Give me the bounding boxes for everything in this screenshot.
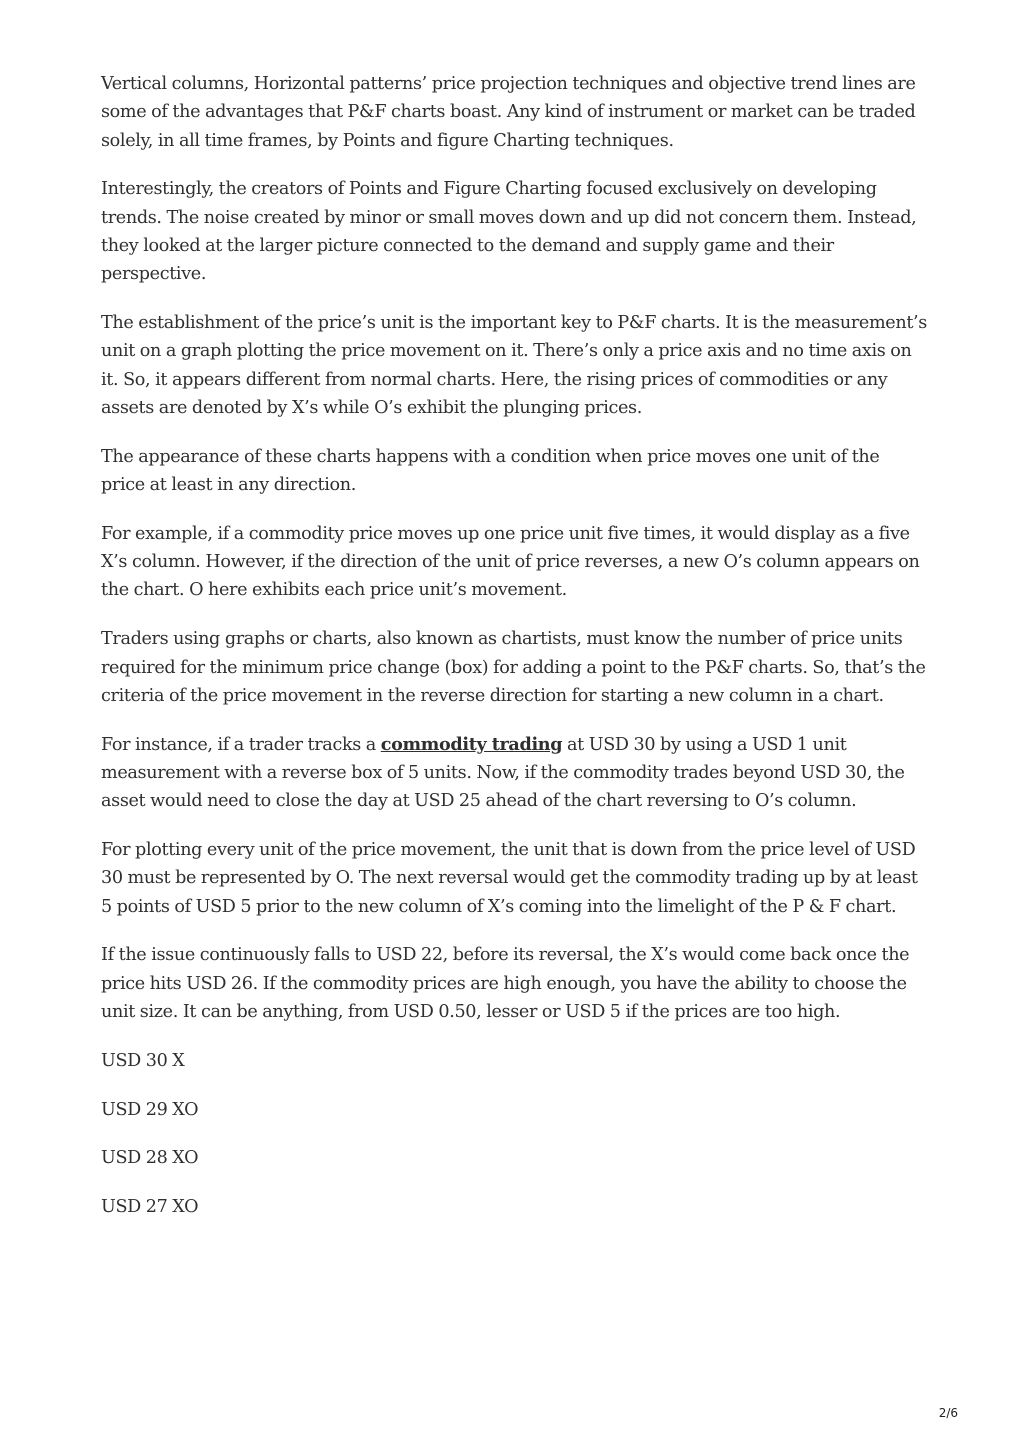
paragraph-plotting: For plotting every unit of the price movement, the unit that is down from the price level of USD 30 must be represented by O. The next reversal would get the commodity trading up by at least 5 points of USD 5 prior to the new column of X’s coming into the limelight of the P & F chart. <box>101 840 918 917</box>
paragraph-instance <box>101 731 927 816</box>
page-number: 2/6 <box>938 1406 958 1420</box>
paragraph-chartists: Traders using graphs or charts, also known as chartists, must know the number of price units required for the minimum price change (box) for adding a point to the P&F charts. So, that’s the criteria of the price movement in the reverse direction for starting a new column in a chart. <box>101 629 926 706</box>
price-row-28: USD 28 XO <box>101 1148 199 1169</box>
paragraph-pf-advantages: Vertical columns, Horizontal patterns’ price projection techniques and objective trend lines are some of the advantages that P&F charts boast. Any kind of instrument or market can be traded solely, in all time frames, by Points and figure Charting techniques. <box>101 74 916 151</box>
price-row-30: USD 30 X <box>101 1050 185 1071</box>
commodity-trading-link[interactable]: commodity trading <box>380 733 563 755</box>
paragraph-chart-appearance: The appearance of these charts happens with a condition when price moves one unit of the price at least in any direction. <box>101 446 880 496</box>
paragraph-example: For example, if a commodity price moves up one price unit five times, it would display as a five X’s column. However, if the direction of the unit of price reverses, a new O’s column appears on the chart. O here exhibits each price unit’s movement. <box>101 523 920 601</box>
instance-text-after: at USD 30 by using a USD 1 unit measurement with a reverse box of 5 units. Now, if the commodity trades beyond USD 30, the asset would need to close the day at USD 25 ahead of the chart reversing to O’s column. <box>101 734 905 812</box>
paragraph-price-unit: The establishment of the price’s unit is the important key to P&F charts. It is the measurement’s unit on a graph plotting the price movement on it. There’s only a price axis and no time axis on it. So, it appears different from normal charts. Here, the rising prices of commodities or any assets are denoted by X’s while O’s exhibit the plunging prices. <box>101 313 927 418</box>
instance-text-before: For instance, if a trader tracks a <box>101 734 381 755</box>
paragraph-issue-falls: If the issue continuously falls to USD 22, before its reversal, the X’s would come back once the price hits USD 26. If the commodity prices are high enough, you have the ability to choose the unit size. It can be anything, from USD 0.50, lesser or USD 5 if the prices are too high. <box>101 945 910 1023</box>
paragraph-creators-focus: Interestingly, the creators of Points and Figure Charting focused exclusively on developing trends. The noise created by minor or small moves down and up did not concern them. Instead, they looked at the larger picture connected to the demand and supply game and their perspective. <box>101 179 917 285</box>
price-row-29: USD 29 XO <box>101 1099 199 1120</box>
article-body <box>101 70 927 1242</box>
price-row-27: USD 27 XO <box>101 1197 199 1218</box>
